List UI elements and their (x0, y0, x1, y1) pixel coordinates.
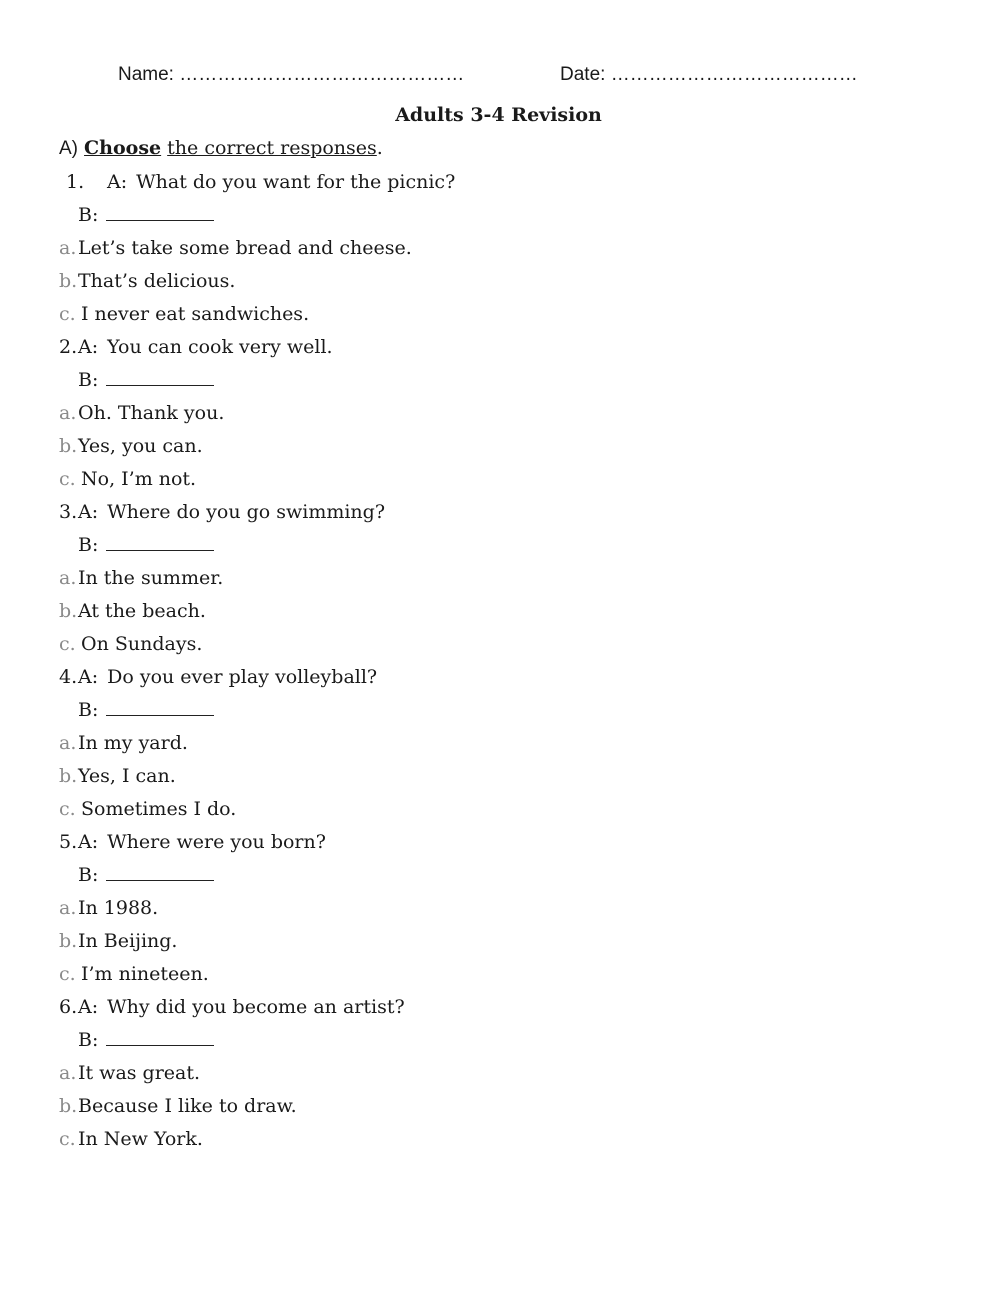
answer-blank[interactable] (106, 535, 214, 551)
option-letter: c. (59, 468, 76, 490)
answer-line (78, 203, 214, 227)
option-text: In New York. (78, 1128, 203, 1150)
option-b[interactable] (59, 764, 176, 788)
option-text: Sometimes I do. (81, 798, 237, 820)
option-letter: b. (59, 930, 78, 952)
answer-line (78, 698, 214, 722)
option-a[interactable] (59, 566, 223, 590)
question-text: Why did you become an artist? (107, 996, 405, 1018)
option-letter: a. (59, 237, 77, 259)
question-number: 5. (59, 831, 78, 853)
option-letter: a. (59, 897, 77, 919)
instruction (59, 137, 383, 160)
option-a[interactable] (59, 401, 224, 425)
option-text: At the beach. (78, 600, 206, 622)
question-number: 6. (59, 996, 78, 1018)
speaker-a: A: (78, 996, 99, 1018)
option-text: In the summer. (78, 567, 224, 589)
question-line (59, 665, 377, 689)
option-text: Yes, I can. (78, 765, 176, 787)
option-letter: a. (59, 732, 77, 754)
option-a[interactable] (59, 731, 188, 755)
option-text: Because I like to draw. (78, 1095, 297, 1117)
option-text: No, I’m not. (81, 468, 197, 490)
option-c[interactable] (59, 797, 236, 821)
question-number: 2. (59, 336, 78, 358)
option-text: I’m nineteen. (81, 963, 209, 985)
option-text: I never eat sandwiches. (81, 303, 310, 325)
answer-line (78, 368, 214, 392)
option-letter: b. (59, 435, 78, 457)
date-field-label: Date: ………………………………… (560, 64, 858, 85)
name-field-label: Name: ……………………………………… (118, 64, 465, 85)
option-letter: a. (59, 567, 77, 589)
speaker-b: B: (78, 369, 99, 391)
answer-blank[interactable] (106, 1030, 214, 1046)
option-b[interactable] (59, 599, 206, 623)
answer-blank[interactable] (106, 865, 214, 881)
speaker-a: A: (78, 501, 99, 523)
question-number: 4. (59, 666, 78, 688)
instruction-verb: Choose (84, 137, 162, 159)
question-line (59, 335, 333, 359)
option-letter: b. (59, 1095, 78, 1117)
section-label: A) (59, 138, 78, 159)
option-b[interactable] (59, 269, 235, 293)
option-text: Yes, you can. (78, 435, 203, 457)
answer-blank[interactable] (106, 370, 214, 386)
question-line (66, 170, 455, 194)
speaker-a: A: (107, 171, 128, 193)
question-text: Where were you born? (107, 831, 326, 853)
option-letter: c. (59, 1128, 76, 1150)
option-letter: b. (59, 765, 78, 787)
question-number: 1. (66, 171, 85, 193)
answer-blank[interactable] (106, 205, 214, 221)
option-c[interactable] (59, 302, 309, 326)
question-text: Where do you go swimming? (107, 501, 386, 523)
speaker-b: B: (78, 1029, 99, 1051)
question-line (59, 830, 326, 854)
option-letter: a. (59, 1062, 77, 1084)
option-a[interactable] (59, 1061, 200, 1085)
option-c[interactable] (59, 632, 202, 656)
option-text: Let’s take some bread and cheese. (78, 237, 412, 259)
question-text: What do you want for the picnic? (136, 171, 456, 193)
option-text: Oh. Thank you. (78, 402, 225, 424)
question-line (59, 995, 405, 1019)
instruction-text: the correct responses (167, 137, 377, 159)
answer-line (78, 1028, 214, 1052)
page-title: Adults 3-4 Revision (395, 104, 602, 126)
option-b[interactable] (59, 1094, 297, 1118)
option-letter: c. (59, 303, 76, 325)
speaker-b: B: (78, 534, 99, 556)
option-b[interactable] (59, 434, 203, 458)
option-letter: c. (59, 963, 76, 985)
option-c[interactable] (59, 1127, 203, 1151)
option-c[interactable] (59, 467, 196, 491)
question-text: Do you ever play volleyball? (107, 666, 378, 688)
option-b[interactable] (59, 929, 177, 953)
answer-blank[interactable] (106, 700, 214, 716)
option-letter: b. (59, 270, 78, 292)
option-letter: c. (59, 633, 76, 655)
option-letter: b. (59, 600, 78, 622)
option-text: In my yard. (78, 732, 188, 754)
speaker-b: B: (78, 204, 99, 226)
option-a[interactable] (59, 236, 412, 260)
option-letter: c. (59, 798, 76, 820)
option-text: In 1988. (78, 897, 159, 919)
option-a[interactable] (59, 896, 158, 920)
speaker-a: A: (78, 831, 99, 853)
answer-line (78, 533, 214, 557)
question-text: You can cook very well. (107, 336, 333, 358)
speaker-b: B: (78, 699, 99, 721)
option-text: It was great. (78, 1062, 201, 1084)
question-line (59, 500, 385, 524)
option-letter: a. (59, 402, 77, 424)
option-c[interactable] (59, 962, 209, 986)
speaker-a: A: (78, 336, 99, 358)
answer-line (78, 863, 214, 887)
option-text: On Sundays. (81, 633, 203, 655)
speaker-a: A: (78, 666, 99, 688)
option-text: That’s delicious. (78, 270, 236, 292)
question-number: 3. (59, 501, 78, 523)
option-text: In Beijing. (78, 930, 178, 952)
speaker-b: B: (78, 864, 99, 886)
instruction-end: . (376, 137, 383, 159)
